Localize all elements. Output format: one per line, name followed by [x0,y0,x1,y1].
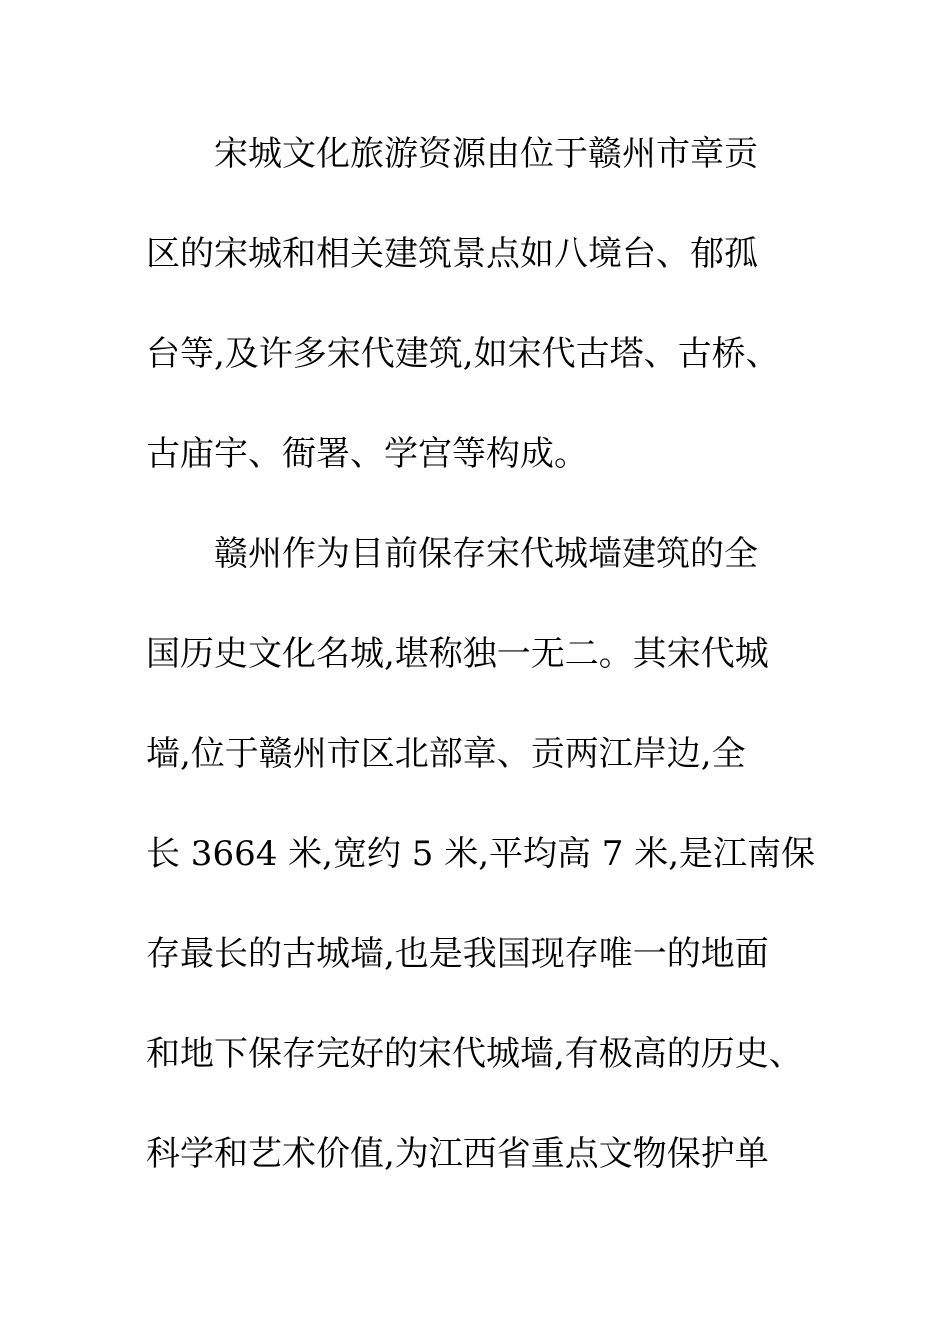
paragraph-line: 墙,位于赣州市区北部章、贡两江岸边,全 [146,734,746,774]
paragraph-line: 区的宋城和相关建筑景点如八境台、郁孤 [146,234,758,274]
paragraph-line: 科学和艺术价值,为江西省重点文物保护单 [146,1134,769,1174]
paragraph-line: 古庙宇、衙署、学宫等构成。 [146,434,588,474]
paragraph-line: 和地下保存完好的宋代城墙,有极高的历史、 [146,1034,803,1074]
paragraph-line: 存最长的古城墙,也是我国现存唯一的地面 [146,934,769,974]
paragraph-line: 台等,及许多宋代建筑,如宋代古塔、古桥、 [146,334,780,374]
paragraph-line: 宋城文化旅游资源由位于赣州市章贡 [214,134,758,174]
paragraph-line: 长 3664 米,宽约 5 米,平均高 7 米,是江南保 [146,834,816,874]
body-text [146,124,826,1224]
paragraph-line: 赣州作为目前保存宋代城墙建筑的全 [214,534,758,574]
paragraph-1 [146,124,826,524]
paragraph-line: 国历史文化名城,堪称独一无二。其宋代城 [146,634,769,674]
paragraph-2 [146,524,826,1224]
